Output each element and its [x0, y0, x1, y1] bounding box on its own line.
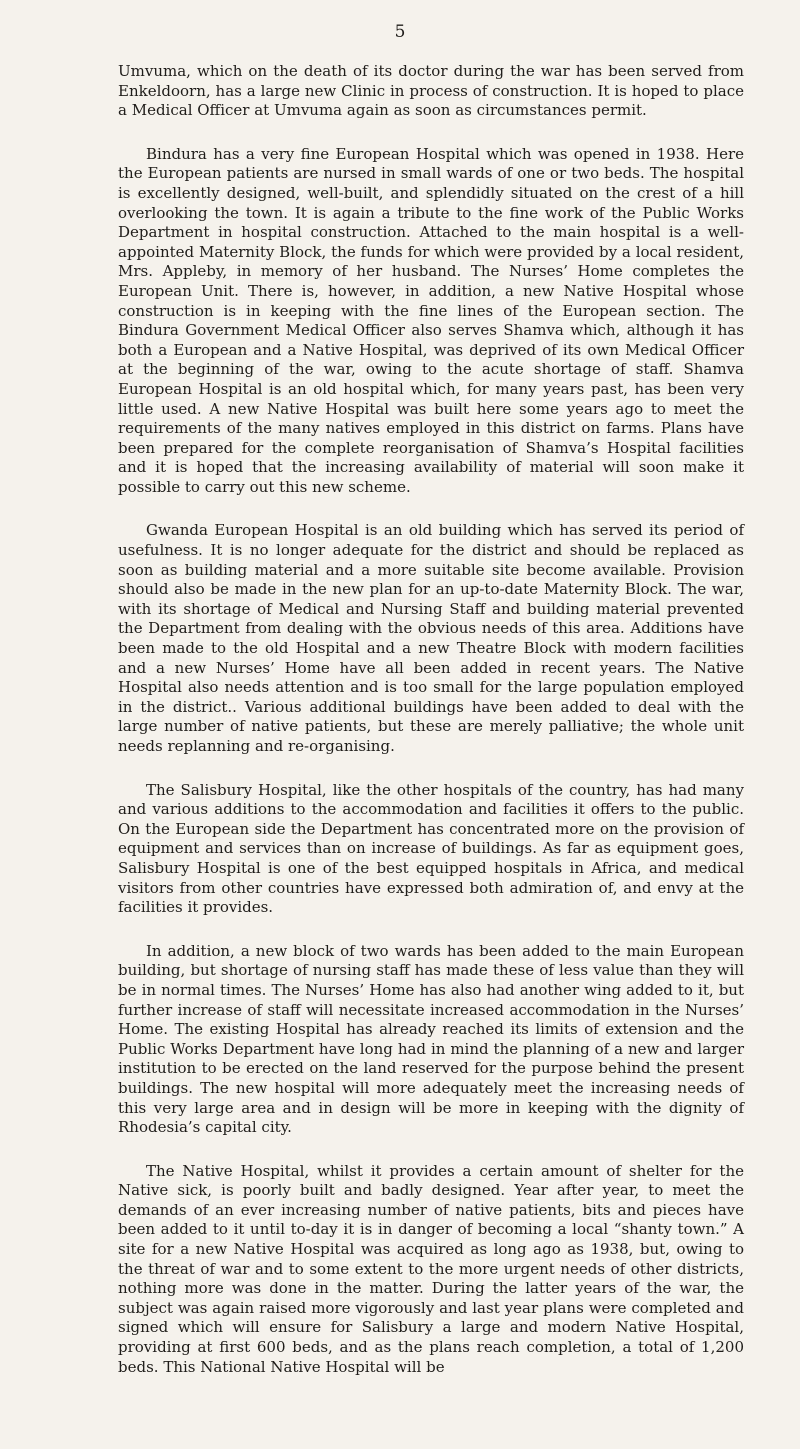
paragraph-salisbury-additions: In addition, a new block of two wards has been added to the main European building, but shortage of nursing staff has made these of less value than they will be in normal times. The Nurses’ Home has also had another wing added to it, but further increase of staff will necessitate increased accommodation in the Nurses’ Home. The existing Hospital has already reached its limits of extension and the Public Works Department have long had in mind the planning of a new and larger institution to be erected on the land reserved for the purpose behind the present buildings. The new hospital will more adequately meet the increasing needs of this very large area and in design will be more in keeping with the dignity of Rhodesia’s capital city.	[118, 941, 744, 1137]
paragraph-umvuma: Umvuma, which on the death of its doctor during the war has been served from Enkeldoorn, has a large new Clinic in process of construction. It is hoped to place a Medical Officer at Umvuma again as soon as circumstances permit.	[118, 62, 744, 120]
paragraph-gwanda: Gwanda European Hospital is an old building which has served its period of usefulness. It is no longer adequate for the district and should be replaced as soon as building material and a more suitable site become available. Provision should also be made in the new plan for an up-to-date Maternity Block. The war, with its shortage of Medical and Nursing Staff and building material prevented the Department from dealing with the obvious needs of this area. Additions have been made to the old Hospital and a new Theatre Block with modern facilities and a new Nurses’ Home have all been added in recent years. The Native Hospital also needs attention and is too small for the large population employed in the district.. Various additional buildings have been added to deal with the large number of native patients, but these are merely palliative; the whole unit needs replanning and re-organising.	[118, 521, 744, 755]
paragraph-bindura: Bindura has a very fine European Hospital which was opened in 1938. Here the European patients are nursed in small wards of one or two beds. The hospital is excellently designed, well-built, and splendidly situated on the crest of a hill overlooking the town. It is again a tribute to the fine work of the Public Works Department in hospital construction. Attached to the main hospital is a well-appointed Maternity Block, the funds for which were provided by a local resident, Mrs. Appleby, in memory of her husband. The Nurses’ Home completes the European Unit. There is, however, in addition, a new Native Hospital whose construction is in keeping with the fine lines of the European section. The Bindura Government Medical Officer also serves Shamva which, although it has both a European and a Native Hospital, was deprived of its own Medical Officer at the beginning of the war, owing to the acute shortage of staff. Shamva European Hospital is an old hospital which, for many years past, has been very little used. A new Native Hospital was built here some years ago to meet the requirements of the many natives employed in this district on farms. Plans have been prepared for the complete reorganisation of Shamva’s Hospital facilities and it is hoped that the increasing availability of material will soon make it possible to carry out this new scheme.	[118, 144, 744, 496]
paragraph-salisbury-hospital: The Salisbury Hospital, like the other hospitals of the country, has had many and various additions to the accommodation and facilities it offers to the public. On the European side the Department has concentrated more on the provision of equipment and services than on increase of buildings. As far as equipment goes, Salisbury Hospital is one of the best equipped hospitals in Africa, and medical visitors from other countries have expressed both admiration of, and envy at the facilities it provides.	[118, 780, 744, 917]
page-number: 5	[394, 22, 406, 42]
paragraph-native-hospital: The Native Hospital, whilst it provides a certain amount of shelter for the Native sick, is poorly built and badly designed. Year after year, to meet the demands of an ever increasing number of native patients, bits and pieces have been added to it until to-day it is in danger of becoming a local “shanty town.” A site for a new Native Hospital was acquired as long ago as 1938, but, owing to the threat of war and to some extent to the more urgent needs of other districts, nothing more was done in the matter. During the latter years of the war, the subject was again raised more vigorously and last year plans were completed and signed which will ensure for Salisbury a large and modern Native Hospital, providing at first 600 beds, and as the plans reach completion, a total of 1,200 beds. This National Native Hospital will be	[118, 1161, 744, 1376]
body-text	[118, 62, 744, 1401]
